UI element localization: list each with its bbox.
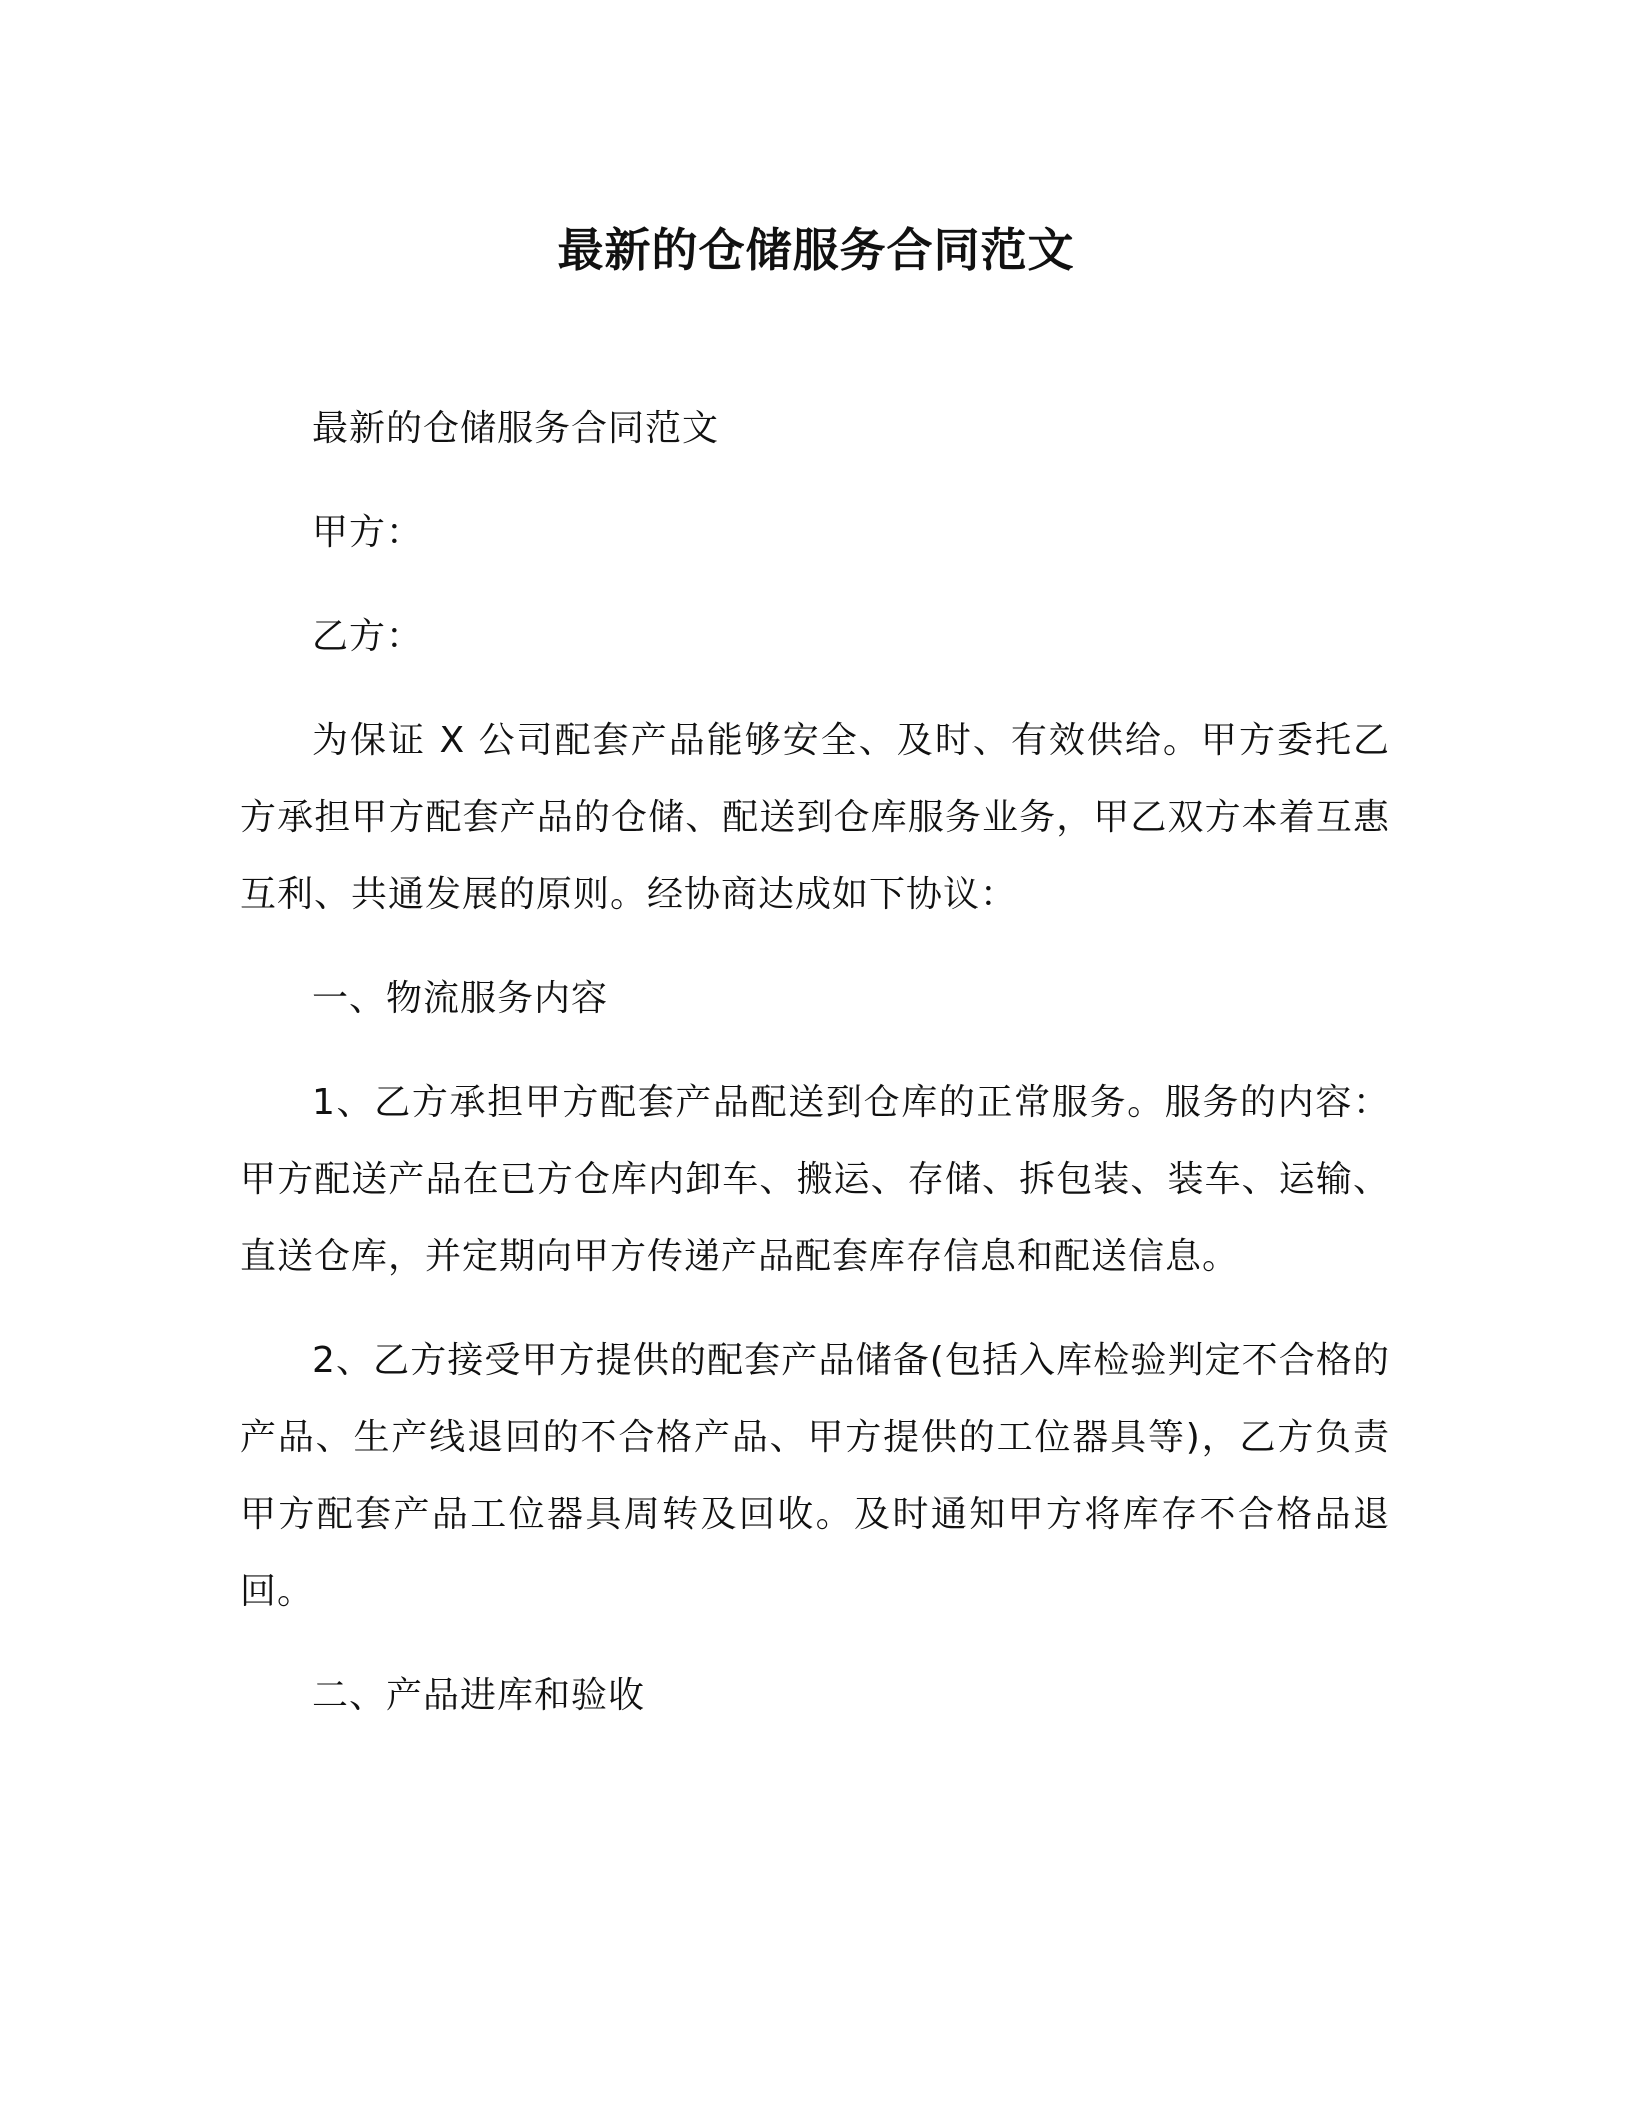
section-heading-2: 二、产品进库和验收 <box>312 1675 646 1716</box>
paragraph-subtitle: 最新的仓储服务合同范文 <box>312 408 720 449</box>
paragraph-preamble: 为保证 X 公司配套产品能够安全、及时、有效供给。甲方委托乙方承担甲方配套产品的仓储、配送到仓库服务业务，甲乙双方本着互惠互利、共通发展的原则。经协商达成如下协议： <box>240 720 1390 915</box>
clause-2: 2、乙方接受甲方提供的配套产品储备(包括入库检验判定不合格的产品、生产线退回的不合格产品、甲方提供的工位器具等)，乙方负责甲方配套产品工位器具周转及回收。及时通知甲方将库存不合格品退回。 <box>240 1340 1390 1612</box>
paragraph-party-a: 甲方： <box>312 512 424 553</box>
document-body <box>240 390 1390 1761</box>
document-title: 最新的仓储服务合同范文 <box>557 223 1075 277</box>
section-heading-1: 一、物流服务内容 <box>312 978 609 1019</box>
clause-1: 1、乙方承担甲方配套产品配送到仓库的正常服务。服务的内容：甲方配送产品在已方仓库内卸车、搬运、存储、拆包装、装车、运输、直送仓库，并定期向甲方传递产品配套库存信息和配送信息。 <box>240 1082 1390 1277</box>
paragraph-party-b: 乙方： <box>312 616 424 657</box>
